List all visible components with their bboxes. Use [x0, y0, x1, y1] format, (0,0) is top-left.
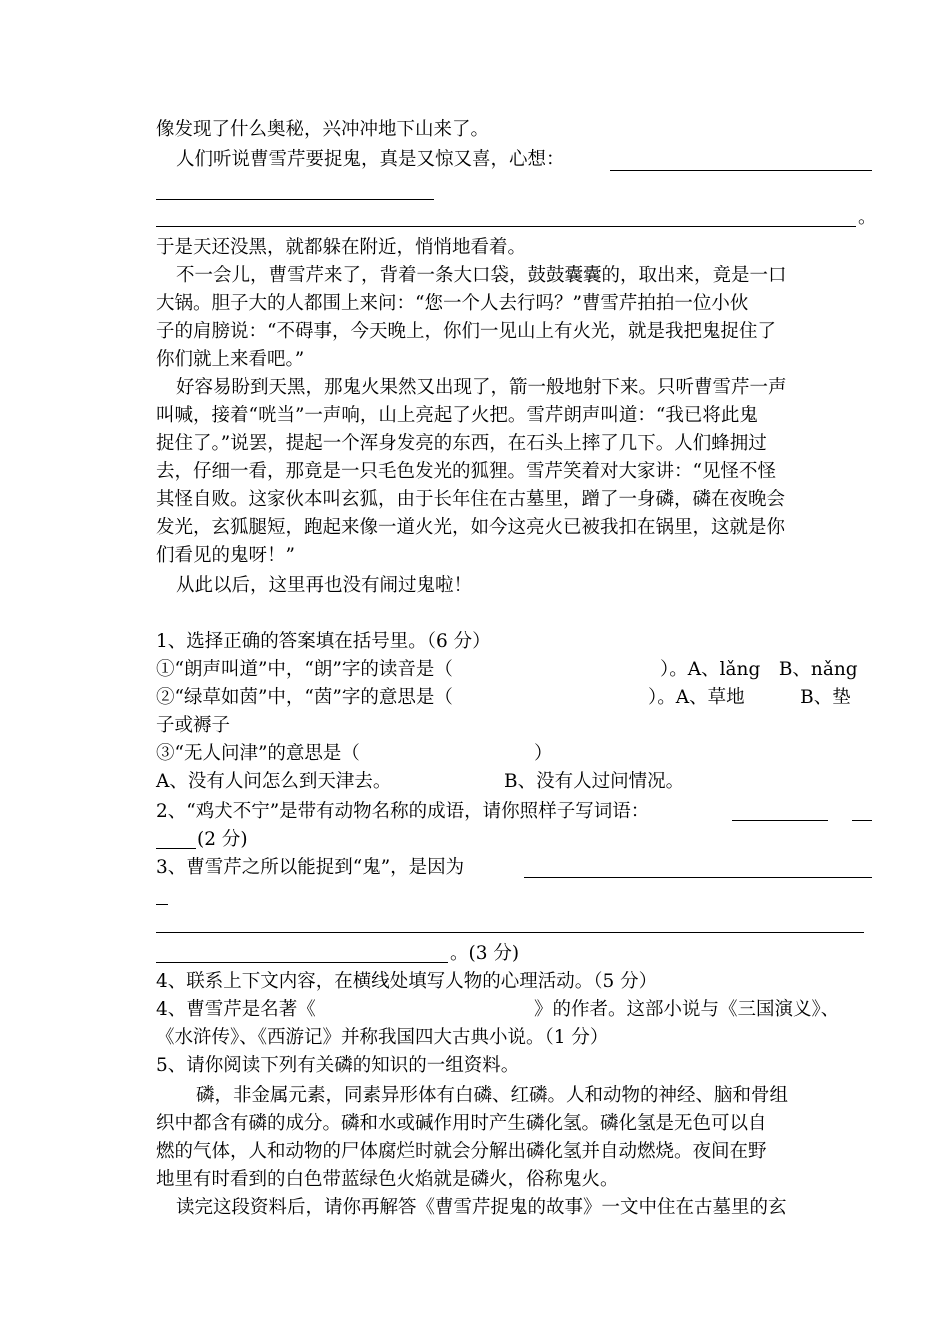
story-line: 去，仔细一看，那竟是一只毛色发光的狐狸。雪芹笑着对大家讲：“见怪不怪	[156, 461, 776, 482]
material-line: 磷，非金属元素，同素异形体有白磷、红磷。人和动物的神经、脑和骨组	[196, 1085, 789, 1106]
question-5-prompt: 读完这段资料后，请你再解答《曹雪芹捉鬼的故事》一文中住在古墓里的玄	[176, 1197, 787, 1218]
answer-line[interactable]	[156, 904, 168, 905]
story-line: 捉住了。”说罢，提起一个浑身发亮的东西，在石头上摔了几下。人们蜂拥过	[156, 433, 767, 454]
question-1a-options: ）。A、lǎng B、nǎng	[660, 659, 858, 680]
question-3-text: 3、曹雪芹之所以能捉到“鬼”，是因为	[156, 857, 465, 878]
question-1c-option-b: B、没有人过问情况。	[504, 771, 685, 792]
answer-line[interactable]	[156, 226, 856, 227]
question-1c-option-a: A、没有人问怎么到天津去。	[156, 771, 392, 792]
story-line: 发光，玄狐腿短，跑起来像一道火光，如今这亮火已被我扣在锅里，这就是你	[156, 517, 786, 538]
question-1b-cont: 子或褥子	[156, 715, 231, 736]
question-4b-cont: 《水浒传》、《西游记》并称我国四大古典小说。（1 分）	[156, 1027, 609, 1048]
answer-line[interactable]	[524, 877, 872, 878]
question-4b-suffix: 》的作者。这部小说与《三国演义》、	[534, 999, 840, 1020]
answer-end-mark: 。	[858, 207, 877, 228]
material-line: 燃的气体，人和动物的尸体腐烂时就会分解出磷化氢并自动燃烧。夜间在野	[156, 1141, 767, 1162]
material-line: 地里有时看到的白色带蓝绿色火焰就是磷火，俗称鬼火。	[156, 1169, 619, 1190]
question-2-text: 2、“鸡犬不宁”是带有动物名称的成语，请你照样子写词语：	[156, 801, 650, 822]
question-2-score: (2 分)	[197, 829, 248, 850]
answer-line[interactable]	[852, 820, 872, 821]
story-line: 大锅。胆子大的人都围上来问：“您一个人去行吗？”曹雪芹拍拍一位小伙	[156, 293, 749, 314]
story-line: 你们就上来看吧。”	[156, 349, 305, 370]
question-1a-prefix: ①“朗声叫道”中，“朗”字的读音是（	[156, 659, 453, 680]
story-line: 不一会儿，曹雪芹来了，背着一条大口袋，鼓鼓囊囊的，取出来，竟是一口	[176, 265, 787, 286]
story-line-prompt: 人们听说曹雪芹要捉鬼，真是又惊又喜，心想：	[176, 149, 565, 170]
question-1b-options: ）。A、草地 B、垫	[648, 687, 851, 708]
answer-line[interactable]	[156, 962, 448, 963]
answer-line[interactable]	[156, 848, 196, 849]
answer-line[interactable]	[610, 170, 872, 171]
material-line: 织中都含有磷的成分。磷和水或碱作用时产生磷化氢。磷化氢是无色可以自	[156, 1113, 767, 1134]
question-1-title: 1、选择正确的答案填在括号里。（6 分）	[156, 631, 491, 652]
answer-line[interactable]	[732, 820, 828, 821]
answer-line[interactable]	[156, 199, 434, 200]
story-line: 子的肩膀说：“不碍事，今天晚上，你们一见山上有火光，就是我把鬼捉住了	[156, 321, 776, 342]
story-line: 于是天还没黑，就都躲在附近，悄悄地看着。	[156, 237, 527, 258]
question-4b-prefix: 4、曹雪芹是名著《	[156, 999, 316, 1020]
story-line: 们看见的鬼呀！”	[156, 545, 295, 566]
question-1c-close: ）	[534, 743, 553, 764]
story-line: 从此以后，这里再也没有闹过鬼啦！	[176, 575, 473, 596]
question-1b-prefix: ②“绿草如茵”中，“茵”字的意思是（	[156, 687, 453, 708]
story-line: 其怪自败。这家伙本叫玄狐，由于长年住在古墓里，蹭了一身磷，磷在夜晚会	[156, 489, 786, 510]
question-3-score: 。(3 分)	[450, 943, 520, 964]
answer-line[interactable]	[156, 932, 864, 933]
question-1c-prefix: ③“无人问津”的意思是（	[156, 743, 360, 764]
story-line: 好容易盼到天黑，那鬼火果然又出现了，箭一般地射下来。只听曹雪芹一声	[176, 377, 787, 398]
story-line: 像发现了什么奥秘，兴冲冲地下山来了。	[156, 119, 490, 140]
question-5-title: 5、请你阅读下列有关磷的知识的一组资料。	[156, 1055, 520, 1076]
story-line: 叫喊，接着“咣当”一声响，山上亮起了火把。雪芹朗声叫道：“我已将此鬼	[156, 405, 758, 426]
question-4a-text: 4、联系上下文内容，在横线处填写人物的心理活动。（5 分）	[156, 971, 658, 992]
